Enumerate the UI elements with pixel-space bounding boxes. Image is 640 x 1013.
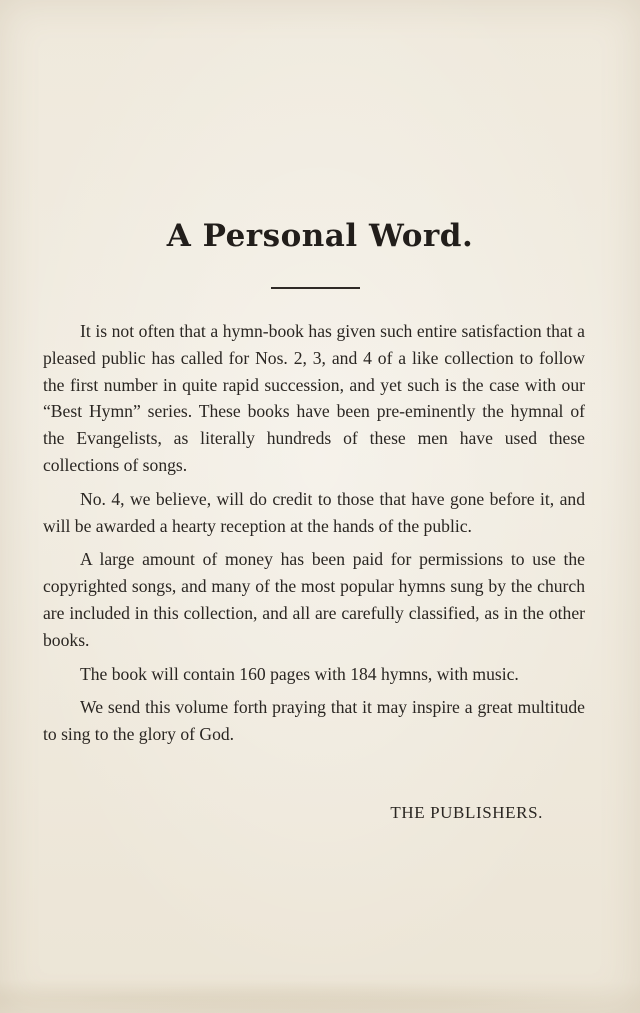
paragraph-5: We send this volume forth praying that it may inspire a great multitude to sing to the glory of God. [43, 697, 585, 745]
page-title: A Personal Word. [166, 218, 474, 254]
paragraph-3: A large amount of money has been paid for permissions to use the copyrighted songs, and many of the most popular hymns sung by the church are included in this collection, and all are carefully classified, as in the other books. [43, 549, 585, 650]
signature: THE PUBLISHERS. [390, 803, 543, 822]
page-foxing [0, 975, 640, 1013]
paragraph-2: No. 4, we believe, will do credit to those that have gone before it, and will be awarded a hearty reception at the hands of the public. [43, 488, 585, 536]
body-text [43, 318, 585, 755]
title-divider [271, 287, 360, 289]
paragraph-1: It is not often that a hymn-book has given such entire satisfaction that a pleased public has called for Nos. 2, 3, and 4 of a like collection to follow the first number in quite rapid succession, and yet such is the case with our “Best Hymn” series. These books have been pre-eminently the hymnal of the Evangelists, as literally hundreds of these men have used these collections of songs. [43, 321, 585, 475]
paragraph-4: The book will contain 160 pages with 184 hymns, with music. [80, 663, 519, 684]
